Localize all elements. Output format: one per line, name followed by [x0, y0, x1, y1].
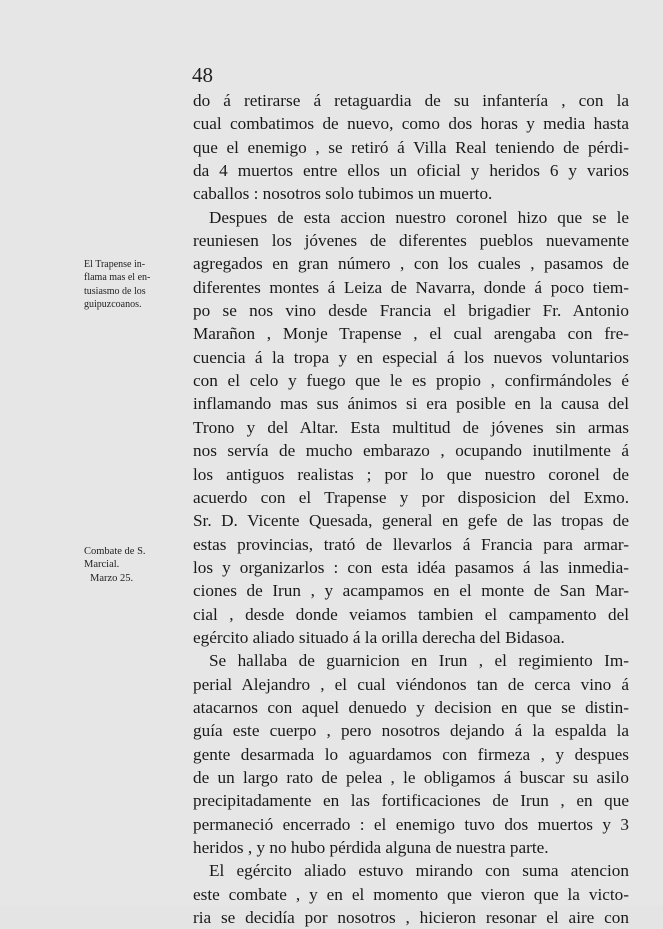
margin-note-line: El Trapense in-: [84, 259, 146, 270]
text-line: diferentes montes á Leiza de Navarra, donde á poco tiem-: [193, 277, 629, 297]
text-line: este combate , y en el momento que vieron que la victo-: [193, 884, 629, 904]
text-line: los y organizarlos : con esta idéa pasamos á las inmedia-: [193, 557, 629, 577]
text-line: ciones de Irun , y acampamos en el monte de San Mar-: [193, 581, 629, 601]
text-line: perial Alejandro , el cual viéndonos tan de cerca vino á: [193, 674, 629, 694]
text-line: ria se decidía por nosotros , hicieron resonar el aire con: [193, 908, 629, 928]
text-line: acuerdo con el Trapense y por disposicion del Exmo.: [193, 487, 629, 507]
text-line: heridos , y no hubo pérdida alguna de nuestra parte.: [193, 838, 549, 857]
margin-note-line: tusiasmo de los: [84, 285, 146, 297]
body-text: [193, 89, 629, 929]
text-line: caballos : nosotros solo tubimos un muerto.: [193, 184, 493, 204]
text-line: con el celo y fuego que le es propio , confirmándoles é: [193, 371, 629, 391]
margin-note-combate: [84, 545, 188, 585]
text-line: agregados en gran número , con los cuales , pasamos de: [193, 254, 629, 274]
margin-note-line: flama mas el en-: [84, 272, 151, 284]
margin-note-trapense: [84, 258, 188, 312]
text-line: gente desarmada lo aguardamos con firmeza , y despues: [193, 744, 629, 764]
text-line: permaneció encerrado : el enemigo tuvo dos muertos y 3: [193, 814, 629, 834]
page-number: 48: [192, 63, 213, 87]
text-line: egército aliado situado á la orilla derecha del Bidasoa.: [193, 627, 565, 647]
text-line: Trono y del Altar. Esta multitud de jóvenes sin armas: [193, 417, 629, 437]
text-line: El egército aliado estuvo mirando con suma atencion: [209, 861, 629, 881]
text-line: cuencia á la tropa y en especial á los nuevos voluntarios: [193, 347, 629, 367]
text-line: reuniesen los jóvenes de diferentes pueblos nuevamente: [193, 231, 629, 251]
text-line: estas provincias, trató de llevarlos á Francia para armar-: [193, 534, 629, 554]
text-line: Se hallaba de guarnicion en Irun , el regimiento Im-: [209, 651, 629, 671]
margin-note-line: Marcial.: [84, 559, 120, 571]
margin-note-line: Combate de S.: [84, 546, 146, 557]
text-line: precipitadamente en las fortificaciones de Irun , en que: [193, 791, 629, 811]
text-line: que el enemigo , se retiró á Villa Real teniendo de pérdi-: [193, 137, 629, 157]
text-line: po se nos vino desde Francia el brigadier Fr. Antonio: [193, 301, 629, 321]
text-line: atacarnos con aquel denuedo y decision en que se distin-: [193, 697, 629, 717]
text-line: Despues de esta accion nuestro coronel hizo que se le: [209, 207, 629, 227]
text-line: cial , desde donde veiamos tambien el campamento del: [193, 604, 629, 624]
text-line: do á retirarse á retaguardia de su infantería , con la: [193, 91, 629, 110]
text-line: da 4 muertos entre ellos un oficial y heridos 6 y varios: [193, 161, 629, 181]
text-line: los antiguos realistas ; por lo que nuestro coronel de: [193, 464, 629, 484]
text-line: Marañon , Monje Trapense , el cual arengaba con fre-: [193, 324, 629, 344]
text-line: de un largo rato de pelea , le obligamos á buscar su asilo: [193, 767, 629, 787]
text-line: guía este cuerpo , pero nosotros dejando á la espalda la: [193, 721, 629, 741]
text-line: inflamando mas sus ánimos si era posible en la causa del: [193, 394, 629, 414]
text-line: cual combatimos de nuevo, como dos horas y media hasta: [193, 114, 629, 134]
margin-note-line: guipuzcoanos.: [84, 299, 142, 311]
margin-note-line: Marzo 25.: [90, 572, 134, 584]
text-line: Sr. D. Vicente Quesada, general en gefe de las tropas de: [193, 511, 629, 531]
text-line: nos servía de mucho embarazo , ocupando inutilmente á: [193, 441, 629, 461]
